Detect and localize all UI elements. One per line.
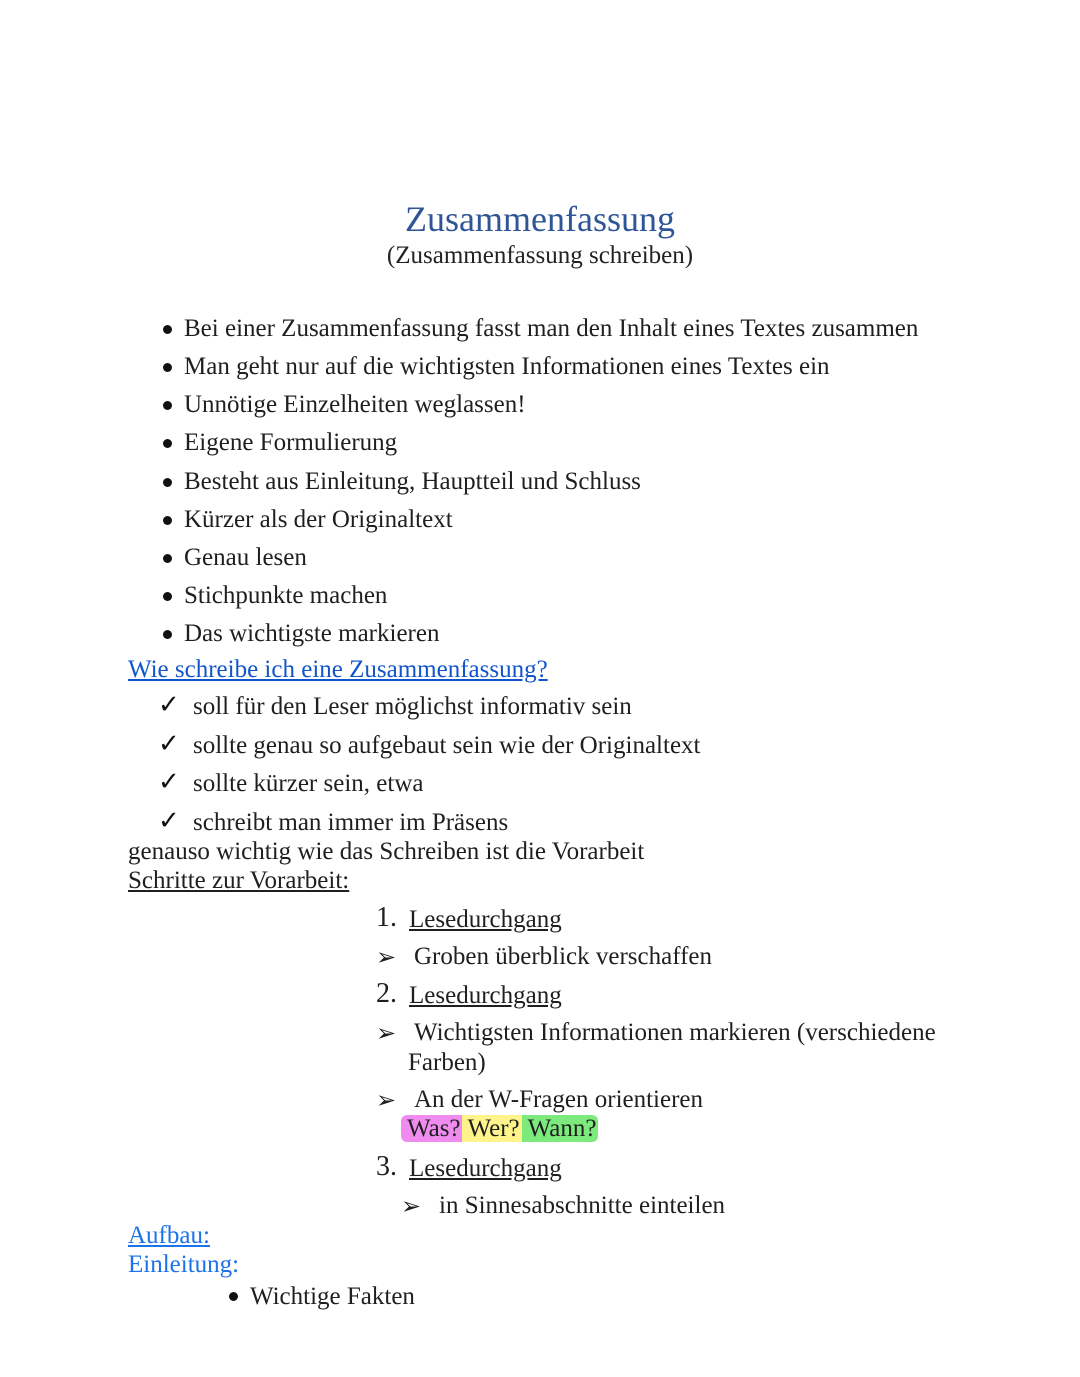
step-number: 2. (376, 978, 397, 1009)
bullet-icon (163, 325, 172, 334)
bullet-text: Kürzer als der Originaltext (184, 506, 453, 533)
bullet-text: Genau lesen (184, 544, 307, 571)
step-label: Lesedurchgang (409, 982, 562, 1009)
bullet-text: Eigene Formulierung (184, 429, 398, 456)
bullet-icon (163, 592, 172, 601)
page-title: Zusammenfassung (405, 199, 675, 239)
arrow-icon: ➢ (376, 943, 397, 971)
question-wann: Wann? (522, 1115, 599, 1142)
einleitung-heading: Einleitung: (128, 1251, 240, 1278)
arrow-icon: ➢ (401, 1192, 422, 1220)
step-label: Lesedurchgang (409, 906, 562, 933)
step-detail: Farben) (408, 1049, 486, 1076)
check-icon: ✓ (158, 767, 180, 797)
step-detail: Wichtigsten Informationen markieren (verschiedene (414, 1019, 936, 1046)
bullet-icon (163, 401, 172, 410)
check-icon: ✓ (158, 806, 180, 836)
bullet-icon (163, 363, 172, 372)
bullet-icon (163, 516, 172, 525)
page-subtitle: (Zusammenfassung schreiben) (386, 242, 694, 269)
arrow-icon: ➢ (376, 1019, 397, 1047)
step-label: Lesedurchgang (409, 1155, 562, 1182)
check-text: soll für den Leser möglichst informativ sein (193, 693, 632, 720)
bullet-icon (163, 554, 172, 563)
bullet-text: Bei einer Zusammenfassung fasst man den Inhalt eines Textes zusammen (184, 315, 919, 342)
question-wer: Wer? (462, 1115, 522, 1142)
step-number: 3. (376, 1151, 397, 1182)
bullet-text: Wichtige Fakten (250, 1283, 415, 1310)
check-icon: ✓ (158, 690, 180, 720)
bullet-icon (163, 630, 172, 639)
bullet-text: Besteht aus Einleitung, Hauptteil und Schluss (184, 468, 641, 495)
check-icon: ✓ (158, 729, 180, 759)
step-detail: in Sinnesabschnitte einteilen (439, 1192, 726, 1219)
w-questions (401, 1114, 598, 1144)
bullet-text: Stichpunkte machen (184, 582, 388, 609)
bullet-icon (163, 439, 172, 448)
check-text: schreibt man immer im Präsens (193, 809, 509, 836)
step-detail: Groben überblick verschaffen (414, 943, 713, 970)
step-detail: An der W-Fragen orientieren (414, 1086, 704, 1113)
question-was: Was? (401, 1115, 462, 1142)
check-text: sollte kürzer sein, etwa (193, 770, 424, 797)
bullet-text: Das wichtigste markieren (184, 620, 440, 647)
bullet-text: Man geht nur auf die wichtigsten Informationen eines Textes ein (184, 353, 830, 380)
bullet-icon (229, 1292, 238, 1301)
steps-heading: Schritte zur Vorarbeit: (128, 867, 350, 894)
arrow-icon: ➢ (376, 1086, 397, 1114)
check-text: sollte genau so aufgebaut sein wie der Originaltext (193, 732, 701, 759)
aufbau-heading: Aufbau: (128, 1222, 210, 1249)
vorarbeit-note: genauso wichtig wie das Schreiben ist die Vorarbeit (128, 838, 645, 865)
bullet-text: Unnötige Einzelheiten weglassen! (184, 391, 526, 418)
bullet-icon (163, 478, 172, 487)
how-to-link[interactable]: Wie schreibe ich eine Zusammenfassung? (128, 656, 548, 683)
step-number: 1. (376, 902, 397, 933)
